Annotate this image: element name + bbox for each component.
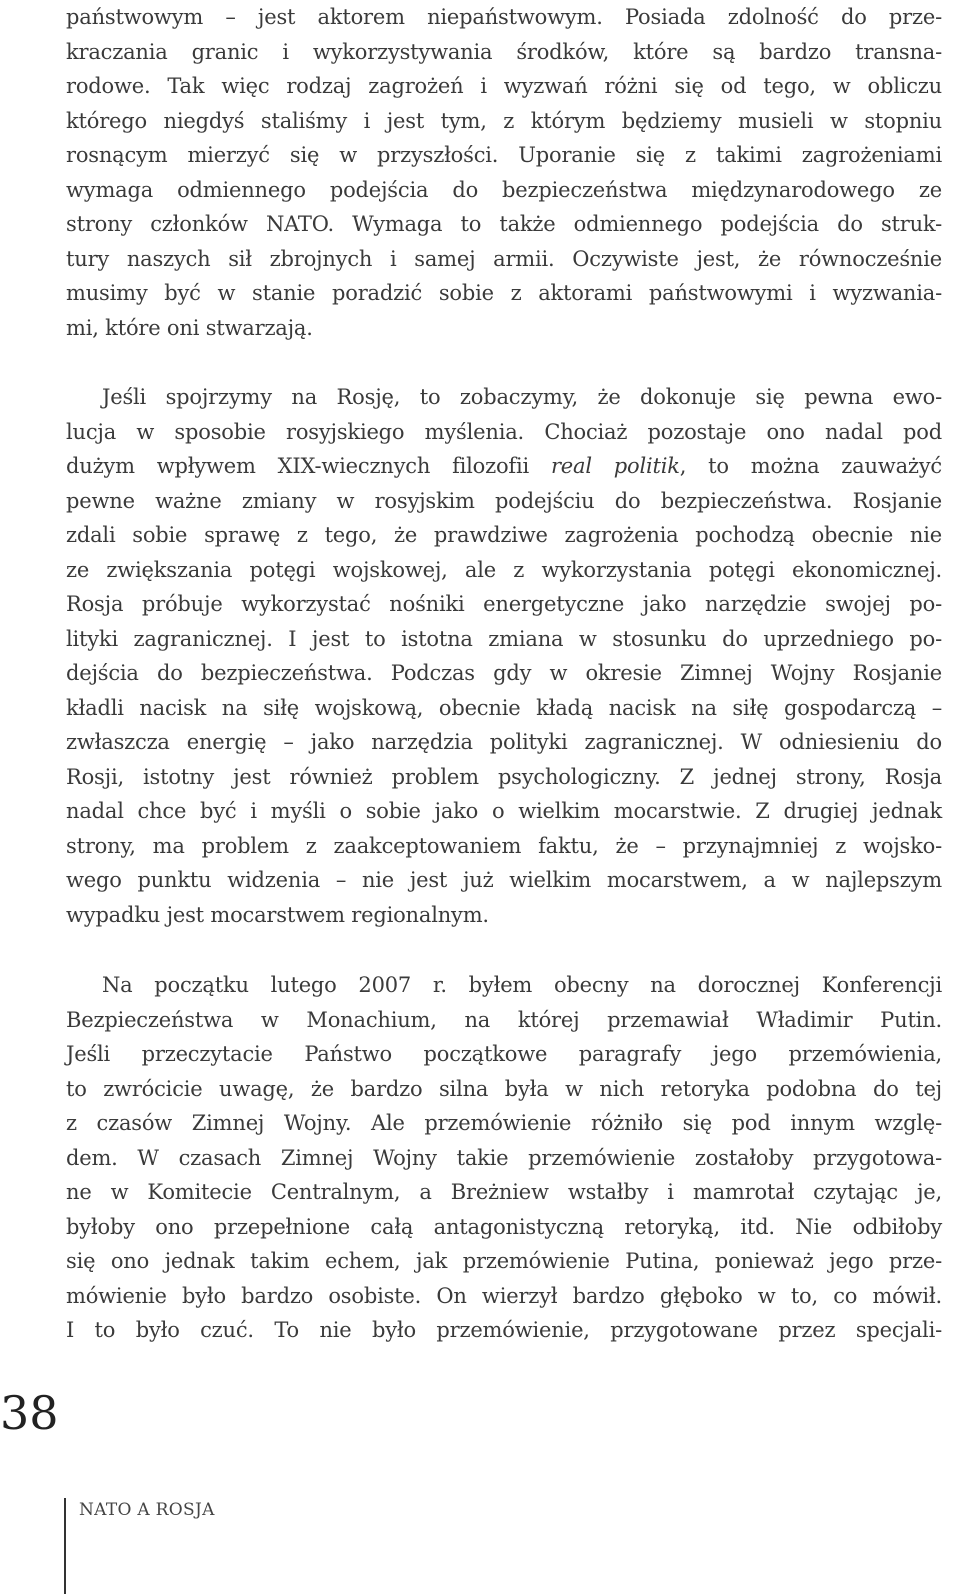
page-body bbox=[66, 0, 942, 1348]
text-line: strony członków NATO. Wymaga to także odmiennego podejścia do struk- bbox=[66, 212, 942, 236]
text-line: lityki zagranicznej. I jest to istotna zmiana w stosunku do uprzedniego po- bbox=[66, 626, 942, 651]
text-line: mi, które oni stwarzają. bbox=[66, 315, 313, 340]
paragraph-1 bbox=[66, 0, 942, 345]
text-line: musimy być w stanie poradzić sobie z aktorami państwowymi i wyzwania- bbox=[66, 281, 942, 305]
text-line: byłoby ono przepełnione całą antagonistyczną retoryką, itd. Nie odbiłoby bbox=[66, 1214, 942, 1239]
italic-term: real politik bbox=[550, 454, 680, 478]
text-line: wypadku jest mocarstwem regionalnym. bbox=[66, 902, 489, 927]
paragraph-2 bbox=[66, 380, 942, 932]
text-line: I to było czuć. To nie było przemówienie, przygotowane przez specjali- bbox=[66, 1318, 942, 1342]
running-footer-title: NATO A ROSJA bbox=[79, 1500, 215, 1520]
text-line: Jeśli spojrzymy na Rosję, to zobaczymy, że dokonuje się pewna ewo- bbox=[102, 385, 942, 409]
text-line: pewne ważne zmiany w rosyjskim podejściu do bezpieczeństwa. Rosjanie bbox=[66, 488, 942, 513]
text-line: Bezpieczeństwa w Monachium, na której przemawiał Władimir Putin. bbox=[66, 1007, 942, 1032]
text-line: nadal chce być i myśli o sobie jako o wielkim mocarstwie. Z drugiej jednak bbox=[66, 799, 942, 823]
text-line: Jeśli przeczytacie Państwo początkowe paragrafy jego przemówienia, bbox=[66, 1042, 942, 1066]
text-line: zwłaszcza energię – jako narzędzia polityki zagranicznej. W odniesieniu do bbox=[66, 730, 942, 754]
text-line: dem. W czasach Zimnej Wojny takie przemówienie zostałoby przygotowa- bbox=[66, 1145, 942, 1170]
text-line: Na początku lutego 2007 r. byłem obecny na dorocznej Konferencji bbox=[102, 973, 942, 997]
text-line: ne w Komitecie Centralnym, a Breżniew wstałby i mamrotał czytając je, bbox=[66, 1180, 942, 1204]
text-line: kładli nacisk na siłę wojskową, obecnie kładą nacisk na siłę gospodarczą – bbox=[66, 695, 942, 720]
footer-divider bbox=[64, 1498, 66, 1594]
text-line: państwowym – jest aktorem niepaństwowym. Posiada zdolność do prze- bbox=[66, 5, 942, 29]
text-line: wymaga odmiennego podejścia do bezpieczeństwa międzynarodowego ze bbox=[66, 177, 942, 202]
paragraph-gap bbox=[66, 345, 942, 380]
text-line: z czasów Zimnej Wojny. Ale przemówienie różniło się pod innym wzglę- bbox=[66, 1111, 942, 1135]
text-line: ze zwiększania potęgi wojskowej, ale z wykorzystania potęgi ekonomicznej. bbox=[66, 557, 942, 582]
text-line: kraczania granic i wykorzystywania środków, które są bardzo transna- bbox=[66, 39, 942, 64]
text-line: dejścia do bezpieczeństwa. Podczas gdy w okresie Zimnej Wojny Rosjanie bbox=[66, 661, 942, 685]
text-line: wego punktu widzenia – nie jest już wielkim mocarstwem, a w najlepszym bbox=[66, 868, 942, 892]
paragraph-gap bbox=[66, 932, 942, 968]
text-line: rosnącym mierzyć się w przyszłości. Uporanie się z takimi zagrożeniami bbox=[66, 143, 942, 167]
text-line: strony, ma problem z zaakceptowaniem faktu, że – przynajmniej z wojsko- bbox=[66, 833, 942, 858]
paragraph-3 bbox=[66, 968, 942, 1348]
text-line: którego niegdyś staliśmy i jest tym, z którym będziemy musieli w stopniu bbox=[66, 108, 942, 133]
text-line: tury naszych sił zbrojnych i samej armii. Oczywiste jest, że równocześnie bbox=[66, 246, 942, 271]
text-line: dużym wpływem XIX-wiecznych filozofii real politik, to można zauważyć bbox=[66, 454, 942, 478]
text-line: zdali sobie sprawę z tego, że prawdziwe zagrożenia pochodzą obecnie nie bbox=[66, 523, 942, 547]
text-line: Rosji, istotny jest również problem psychologiczny. Z jednej strony, Rosja bbox=[66, 764, 942, 789]
text-line: mówienie było bardzo osobiste. On wierzył bardzo głęboko w to, co mówił. bbox=[66, 1283, 942, 1308]
text-line: rodowe. Tak więc rodzaj zagrożeń i wyzwań różni się od tego, w obliczu bbox=[66, 74, 942, 98]
text-line: lucja w sposobie rosyjskiego myślenia. Chociaż pozostaje ono nadal pod bbox=[66, 419, 942, 444]
page-number: 38 bbox=[0, 1386, 59, 1440]
text-line: Rosja próbuje wykorzystać nośniki energetyczne jako narzędzie swojej po- bbox=[66, 592, 942, 616]
text-line: to zwrócicie uwagę, że bardzo silna była w nich retoryka podobna do tej bbox=[66, 1076, 942, 1101]
text-line: się ono jednak takim echem, jak przemówienie Putina, ponieważ jego prze- bbox=[66, 1249, 942, 1273]
